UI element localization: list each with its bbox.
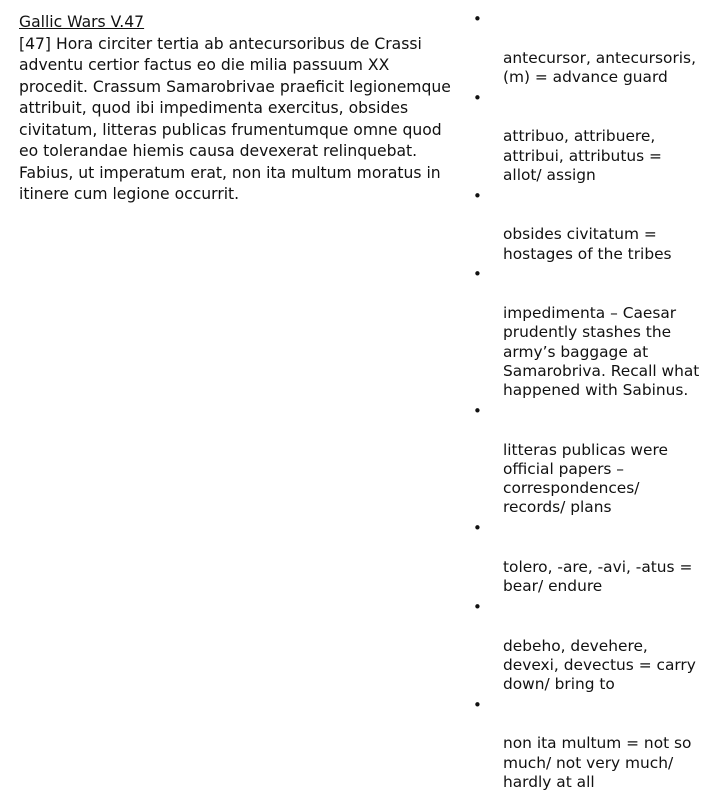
vocab-text: tolero, -are, -avi, -atus = bear/ endure — [503, 557, 693, 596]
vocab-list — [470, 10, 714, 792]
vocab-item — [470, 402, 714, 518]
bullet-icon: • — [473, 10, 482, 28]
vocab-text: attribuo, attribuere, attribui, attributus = allot/ assign — [503, 127, 662, 184]
bullet-icon: • — [473, 695, 482, 714]
bullet-icon: • — [473, 186, 482, 205]
vocab-item — [470, 598, 714, 694]
vocab-item — [470, 187, 714, 264]
page-title: Gallic Wars V.47 — [19, 13, 145, 31]
vocab-text: impedimenta – Caesar prudently stashes the army’s baggage at Samarobriva. Recall what happened with Sabinus. — [503, 303, 700, 400]
latin-text-column — [19, 12, 471, 206]
bullet-icon: • — [473, 597, 482, 616]
vocab-text: obsides civitatum = hostages of the tribes — [503, 225, 672, 263]
vocab-item — [470, 265, 714, 400]
bullet-icon: • — [473, 519, 482, 538]
vocab-text: litteras publicas were official papers – correspondences/ records/ plans — [503, 440, 668, 517]
vocab-text: non ita multum = not so much/ not very much/ hardly at all — [503, 734, 692, 792]
vocab-text: debeho, devehere, devexi, devectus = carry down/ bring to — [503, 636, 696, 694]
vocab-text: antecursor, antecursoris, (m) = advance guard — [503, 48, 696, 86]
vocab-item — [470, 519, 714, 596]
bullet-icon: • — [473, 265, 482, 284]
vocab-item — [470, 10, 714, 87]
vocab-item — [470, 696, 714, 792]
bullet-icon: • — [473, 401, 482, 420]
vocabulary-column — [470, 10, 714, 794]
latin-passage: [47] Hora circiter tertia ab antecursoribus de Crassi adventu certior factus eo die milia passuum XX procedit. Crassum Samarobrivae praeficit legionemque attribuit, quod ibi impedimenta exercitus, obsides civitatum, litteras publicas frumentumque omne quod eo tolerandae hiemis causa devexerat relinquebat. Fabius, ut imperatum erat, non ita multum moratus in itinere cum legione occurrit. — [19, 34, 451, 203]
vocab-item — [470, 89, 714, 185]
bullet-icon: • — [473, 88, 482, 107]
